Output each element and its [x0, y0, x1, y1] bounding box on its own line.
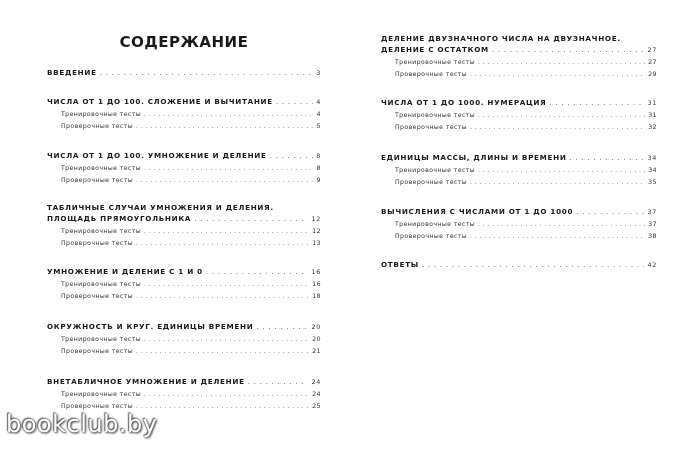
sub-entry [381, 218, 657, 230]
toc-entry[interactable] [47, 202, 321, 249]
sub-entry [47, 108, 321, 120]
leader-dots [136, 121, 314, 133]
toc-entry[interactable] [381, 206, 657, 242]
leader-dots [422, 259, 645, 271]
sub-entry-page: 31 [648, 111, 657, 119]
sub-entry [47, 278, 321, 290]
entry-title-line1: ТАБЛИЧНЫЕ СЛУЧАИ УМНОЖЕНИЯ И ДЕЛЕНИЯ. [47, 203, 274, 212]
sub-entry-label: Проверочные тесты [395, 71, 467, 78]
sub-entry-page: 8 [316, 164, 321, 172]
sub-entry-label: Тренировочные тесты [61, 111, 141, 118]
entry-page: 34 [647, 154, 657, 162]
sub-entry-page: 24 [312, 390, 321, 398]
sub-entry-page: 20 [312, 335, 321, 343]
toc-entry[interactable] [381, 259, 657, 271]
leader-dots [144, 109, 314, 121]
entry-page: 12 [311, 215, 321, 223]
leader-dots [470, 231, 645, 243]
sub-entry [381, 68, 657, 80]
sub-entry-label: Тренировочные тесты [61, 228, 141, 235]
entry-title: ЧИСЛА ОТ 1 ДО 100. СЛОЖЕНИЕ И ВЫЧИТАНИЕ [47, 97, 273, 106]
leader-dots [470, 69, 645, 81]
entry-page: 20 [311, 323, 321, 331]
entry-page: 8 [316, 152, 321, 160]
entry-page: 37 [647, 208, 657, 216]
sub-entry [381, 230, 657, 242]
leader-dots [144, 279, 309, 291]
leader-dots [144, 389, 309, 401]
entry-page: 4 [316, 98, 321, 106]
sub-entry [47, 333, 321, 345]
sub-entry-page: 37 [648, 220, 657, 228]
sub-entry-page: 34 [648, 166, 657, 174]
sub-entry-label: Тренировочные тесты [395, 221, 475, 228]
leader-dots [470, 122, 645, 134]
sub-entry-page: 32 [648, 123, 657, 131]
sub-entry [47, 388, 321, 400]
sub-entry-label: Проверочные тесты [61, 123, 133, 130]
sub-entry-page: 4 [316, 110, 321, 118]
sub-entry-label: Проверочные тесты [395, 179, 467, 186]
sub-entry-label: Проверочные тесты [61, 403, 133, 410]
leader-dots [478, 165, 645, 177]
entry-title: ОТВЕТЫ [381, 260, 419, 269]
sub-entry-page: 16 [312, 280, 321, 288]
toc-entry[interactable] [47, 321, 321, 357]
sub-entry [47, 174, 321, 186]
leader-dots [144, 163, 314, 175]
entry-title: ВЫЧИСЛЕНИЯ С ЧИСЛАМИ ОТ 1 ДО 1000 [381, 207, 574, 216]
sub-entry-page: 29 [648, 70, 657, 78]
entry-page: 42 [647, 261, 657, 269]
sub-entry-label: Проверочные тесты [61, 348, 133, 355]
toc-entry[interactable] [47, 266, 321, 302]
leader-dots [478, 57, 645, 69]
sub-entry-page: 38 [648, 232, 657, 240]
sub-entry [381, 56, 657, 68]
leader-dots [144, 334, 309, 346]
leader-dots [478, 219, 645, 231]
sub-entry-label: Проверочные тесты [61, 177, 133, 184]
sub-entry [47, 237, 321, 249]
leader-dots [492, 44, 645, 56]
toc-entry[interactable] [381, 97, 657, 133]
leader-dots [576, 206, 644, 218]
sub-entry-page: 12 [312, 227, 321, 235]
entry-page: 3 [316, 69, 321, 77]
sub-entry-label: Тренировочные тесты [61, 391, 141, 398]
entry-title: ЕДИНИЦЫ МАССЫ, ДЛИНЫ И ВРЕМЕНИ [381, 153, 567, 162]
sub-entry [47, 162, 321, 174]
leader-dots [478, 110, 645, 122]
entry-page: 16 [311, 268, 321, 276]
toc-entry[interactable] [47, 67, 321, 79]
sub-entry [381, 176, 657, 188]
sub-entry [381, 164, 657, 176]
leader-dots [549, 97, 644, 109]
sub-entry-label: Тренировочные тесты [395, 59, 475, 66]
entry-title: ЧИСЛА ОТ 1 ДО 100. УМНОЖЕНИЕ И ДЕЛЕНИЕ [47, 151, 267, 160]
leader-dots [276, 96, 313, 108]
sub-entry-label: Проверочные тесты [61, 240, 133, 247]
leader-dots [136, 401, 309, 413]
sub-entry-page: 27 [648, 58, 657, 66]
leader-dots [144, 226, 309, 238]
entry-title: ПЛОЩАДЬ ПРЯМОУГОЛЬНИКА [47, 214, 192, 223]
entry-title: ДЕЛЕНИЕ С ОСТАТКОМ [381, 45, 489, 54]
leader-dots [256, 321, 308, 333]
entry-title: ВВЕДЕНИЕ [47, 68, 97, 77]
leader-dots [470, 177, 645, 189]
leader-dots [248, 376, 309, 388]
leader-dots [136, 291, 309, 303]
sub-entry-page: 18 [312, 292, 321, 300]
leader-dots [100, 67, 314, 79]
sub-entry [47, 120, 321, 132]
sub-entry-page: 9 [316, 176, 321, 184]
sub-entry [47, 345, 321, 357]
sub-entry [47, 290, 321, 302]
sub-entry-label: Тренировочные тесты [61, 281, 141, 288]
leader-dots [136, 175, 314, 187]
sub-entry [381, 121, 657, 133]
entry-title-line1: ДЕЛЕНИЕ ДВУЗНАЧНОГО ЧИСЛА НА ДВУЗНАЧНОЕ. [381, 34, 621, 43]
entry-title: УМНОЖЕНИЕ И ДЕЛЕНИЕ С 1 И 0 [47, 267, 203, 276]
entry-title: ВНЕТАБЛИЧНОЕ УМНОЖЕНИЕ И ДЕЛЕНИЕ [47, 377, 245, 386]
sub-entry-label: Проверочные тесты [395, 233, 467, 240]
leader-dots [136, 238, 309, 250]
leader-dots [206, 266, 309, 278]
bookclub-watermark: bookclub.by [6, 410, 158, 438]
entry-page: 24 [311, 378, 321, 386]
toc-title: СОДЕРЖАНИЕ [119, 33, 249, 51]
toc-entry[interactable] [47, 96, 321, 132]
sub-entry-page: 25 [312, 402, 321, 410]
sub-entry-label: Тренировочные тесты [395, 167, 475, 174]
leader-dots [136, 346, 309, 358]
entry-title: ОКРУЖНОСТЬ И КРУГ. ЕДИНИЦЫ ВРЕМЕНИ [47, 322, 254, 331]
leader-dots [270, 150, 314, 162]
toc-entry[interactable] [381, 152, 657, 188]
sub-entry [381, 109, 657, 121]
sub-entry-page: 35 [648, 178, 657, 186]
entry-title: ЧИСЛА ОТ 1 ДО 1000. НУМЕРАЦИЯ [381, 98, 547, 107]
sub-entry-label: Проверочные тесты [61, 293, 133, 300]
sub-entry-label: Тренировочные тесты [61, 336, 141, 343]
toc-entry[interactable] [381, 33, 657, 80]
sub-entry-page: 13 [312, 239, 321, 247]
toc-entry[interactable] [47, 150, 321, 186]
toc-entry[interactable] [47, 376, 321, 412]
sub-entry-page: 5 [316, 122, 321, 130]
sub-entry-label: Тренировочные тесты [61, 165, 141, 172]
entry-page: 27 [647, 46, 657, 54]
sub-entry-label: Тренировочные тесты [395, 112, 475, 119]
leader-dots [194, 213, 308, 225]
sub-entry-label: Проверочные тесты [395, 124, 467, 131]
entry-page: 31 [647, 99, 657, 107]
sub-entry-page: 21 [312, 347, 321, 355]
leader-dots [570, 152, 645, 164]
sub-entry [47, 225, 321, 237]
